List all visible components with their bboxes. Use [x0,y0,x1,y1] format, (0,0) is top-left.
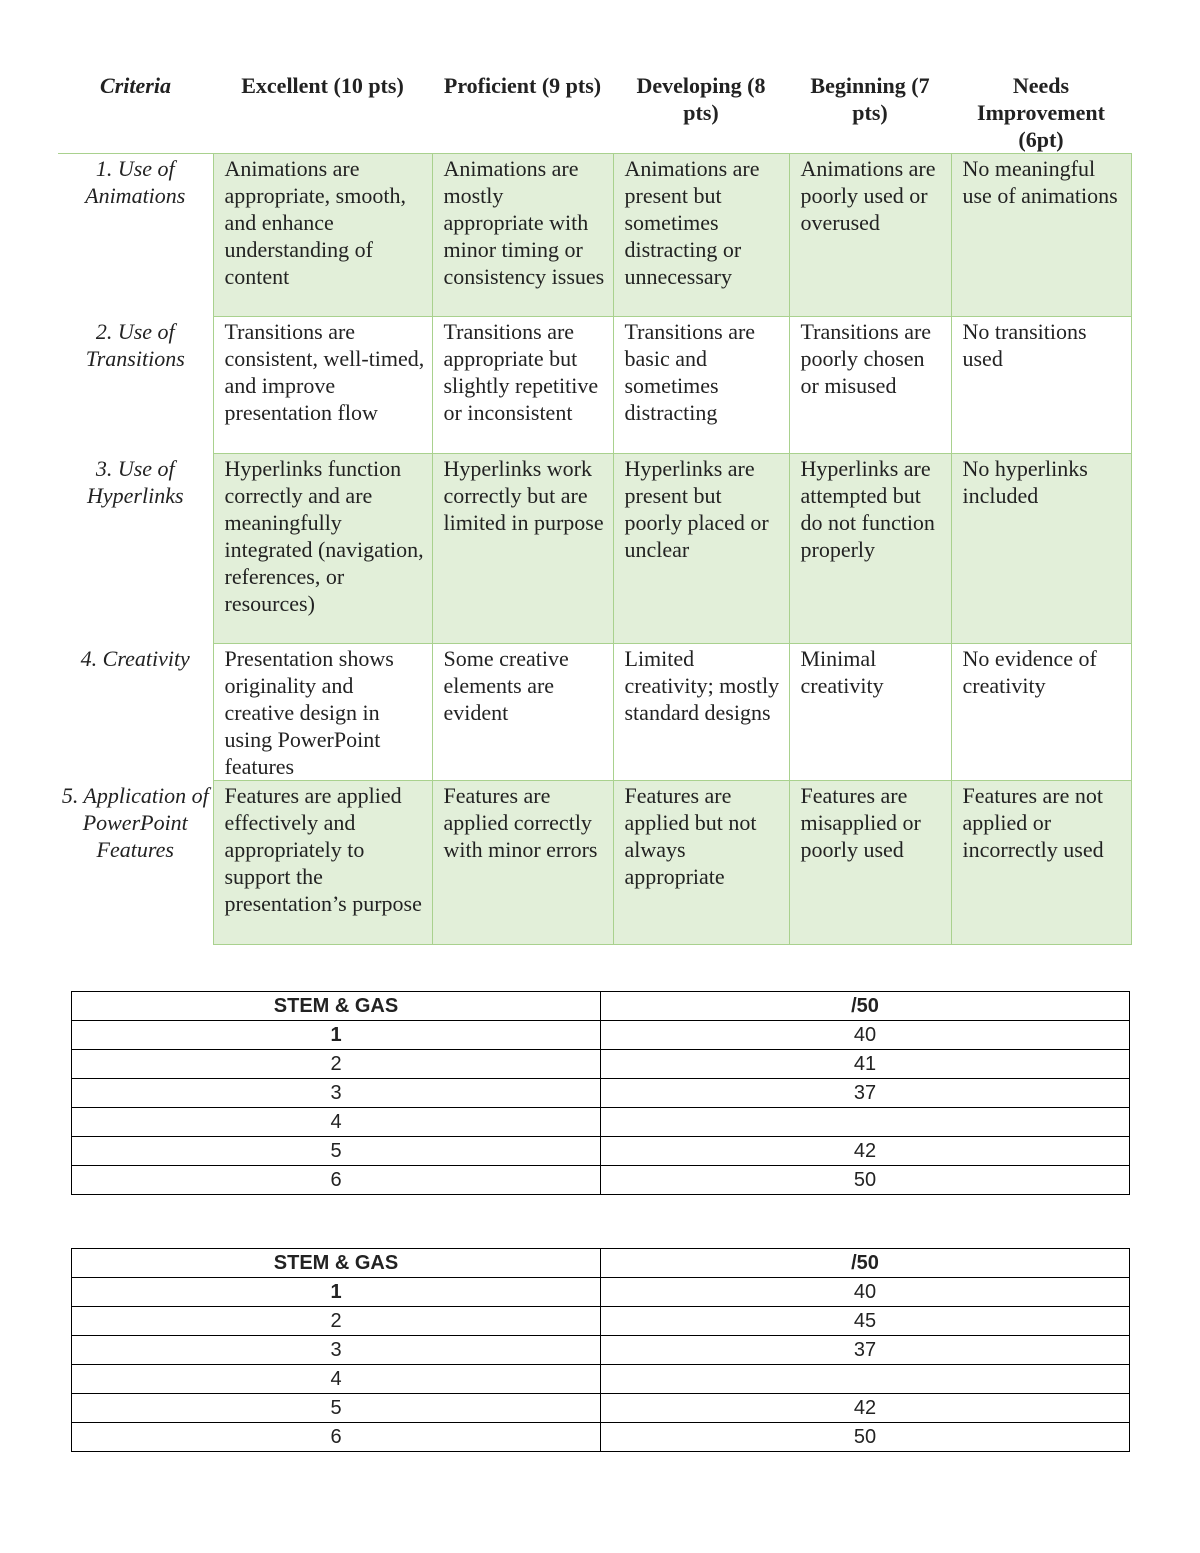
rubric-cell: Animations are appropriate, smooth, and enhance understanding of content [213,154,432,317]
score-value: 37 [601,1336,1130,1365]
score-group-number: 3 [72,1336,601,1365]
rubric-cell: No transitions used [951,317,1131,454]
rubric-cell: Hyperlinks are attempted but do not function properly [789,454,951,644]
rubric-cell: Transitions are consistent, well-timed, and improve presentation flow [213,317,432,454]
score-group-number: 5 [72,1394,601,1423]
score-row [72,1079,1130,1108]
criterion-label: 2. Use of Transitions [58,317,213,454]
score-value: 50 [601,1166,1130,1195]
score-value: 37 [601,1079,1130,1108]
header-excellent: Excellent (10 pts) [241,73,404,98]
criterion-label: 5. Application of PowerPoint Features [58,781,213,945]
rubric-row-creativity [58,644,1131,781]
score-row [72,1108,1130,1137]
score-group-number: 6 [72,1423,601,1452]
score-row [72,1336,1130,1365]
score-value: 40 [601,1021,1130,1050]
rubric-cell: Features are applied effectively and appropriately to support the presentation’s purpose [213,781,432,945]
rubric-cell: Features are applied correctly with minor errors [432,781,613,945]
rubric-cell: Transitions are appropriate but slightly repetitive or inconsistent [432,317,613,454]
score-row [72,1166,1130,1195]
score-group-number: 4 [72,1365,601,1394]
score-group-number: 4 [72,1108,601,1137]
score-group-number: 5 [72,1137,601,1166]
score-row [72,1137,1130,1166]
rubric-cell: Animations are present but sometimes distracting or unnecessary [613,154,789,317]
score-value: 45 [601,1307,1130,1336]
rubric-cell: Animations are mostly appropriate with minor timing or consistency issues [432,154,613,317]
score-row [72,1394,1130,1423]
rubric-header-row [58,72,1131,154]
score-group-number: 6 [72,1166,601,1195]
rubric-cell: Transitions are basic and sometimes distracting [613,317,789,454]
score-header-total: /50 [601,1249,1130,1278]
rubric-cell: Transitions are poorly chosen or misused [789,317,951,454]
rubric-cell: Hyperlinks are present but poorly placed or unclear [613,454,789,644]
score-header-total: /50 [601,992,1130,1021]
header-proficient: Proficient (9 pts) [443,73,602,98]
score-group-number: 3 [72,1079,601,1108]
header-beginning: Beginning (7 pts) [810,73,930,125]
rubric-table [58,72,1132,945]
score-row [72,1050,1130,1079]
score-row [72,1423,1130,1452]
score-row [72,1365,1130,1394]
rubric-cell: No evidence of creativity [951,644,1131,781]
score-table [71,1248,1130,1452]
score-header-row [72,992,1130,1021]
rubric-row-hyperlinks [58,454,1131,644]
score-header-group: STEM & GAS [72,992,601,1021]
rubric-cell: Features are not applied or incorrectly used [951,781,1131,945]
score-row [72,1278,1130,1307]
score-value [601,1365,1130,1394]
rubric-row-animations [58,154,1131,317]
header-needs-improvement: Needs Improvement (6pt) [977,73,1105,152]
header-developing: Developing (8 pts) [636,73,766,125]
score-value: 42 [601,1394,1130,1423]
rubric-cell: No meaningful use of animations [951,154,1131,317]
score-value: 42 [601,1137,1130,1166]
score-group-number: 1 [72,1021,601,1050]
rubric-cell: Some creative elements are evident [432,644,613,781]
score-value: 40 [601,1278,1130,1307]
rubric-cell: Animations are poorly used or overused [789,154,951,317]
rubric-cell: Features are applied but not always appropriate [613,781,789,945]
score-row [72,1021,1130,1050]
score-row [72,1307,1130,1336]
score-header-row [72,1249,1130,1278]
criterion-label: 1. Use of Animations [58,154,213,317]
rubric-cell: Hyperlinks work correctly but are limited in purpose [432,454,613,644]
score-group-number: 2 [72,1307,601,1336]
score-group-number: 2 [72,1050,601,1079]
score-value: 41 [601,1050,1130,1079]
rubric-cell: No hyperlinks included [951,454,1131,644]
header-criteria: Criteria [100,73,171,98]
rubric-row-application [58,781,1131,945]
score-group-number: 1 [72,1278,601,1307]
score-value [601,1108,1130,1137]
criterion-label: 3. Use of Hyperlinks [58,454,213,644]
rubric-cell: Limited creativity; mostly standard designs [613,644,789,781]
rubric-cell: Presentation shows originality and creative design in using PowerPoint features [213,644,432,781]
score-value: 50 [601,1423,1130,1452]
rubric-cell: Hyperlinks function correctly and are meaningfully integrated (navigation, references, or resources) [213,454,432,644]
rubric-row-transitions [58,317,1131,454]
rubric-cell: Minimal creativity [789,644,951,781]
score-header-group: STEM & GAS [72,1249,601,1278]
rubric-cell: Features are misapplied or poorly used [789,781,951,945]
criterion-label: 4. Creativity [58,644,213,781]
score-table [71,991,1130,1195]
